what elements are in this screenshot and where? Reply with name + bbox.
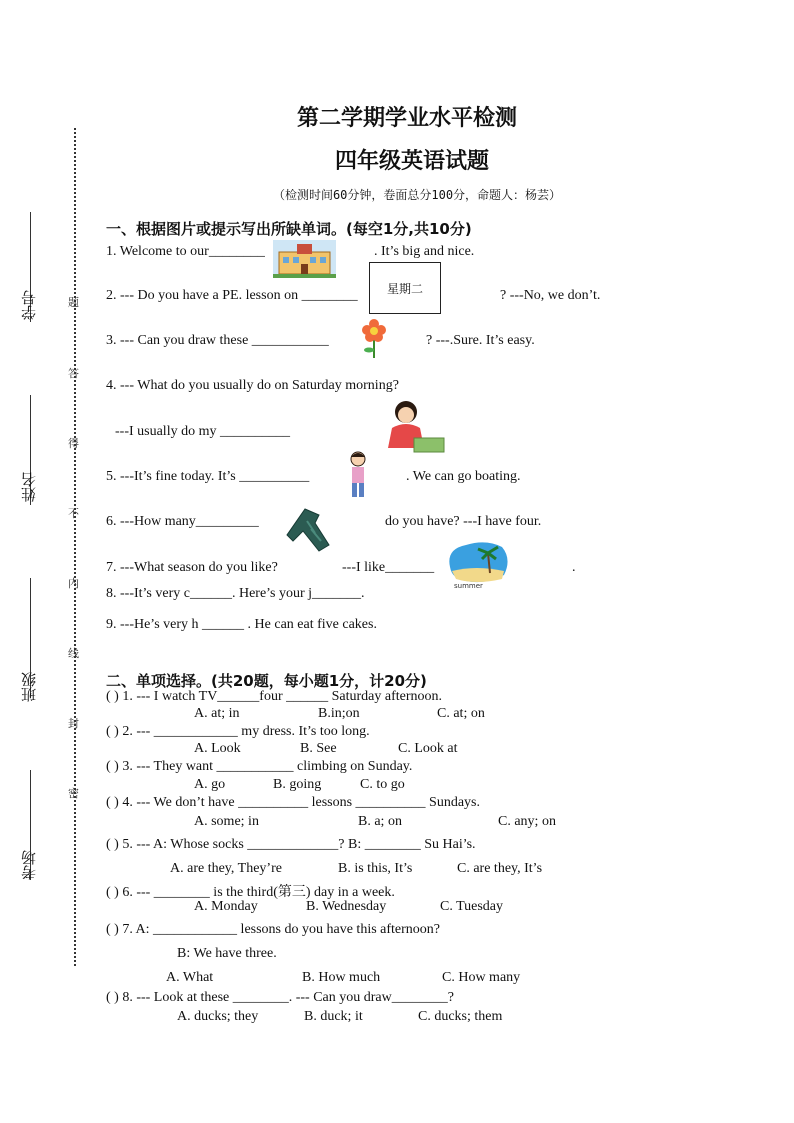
mc3-option-c[interactable]: C. to go xyxy=(360,777,405,792)
weekday-callout xyxy=(369,262,441,314)
q5-text: 5. ---It’s fine today. It’s __________ xyxy=(106,469,310,484)
mc5-option-c[interactable]: C. are they, It’s xyxy=(457,861,543,876)
mc5-option-a[interactable]: A. are they, They’re xyxy=(170,861,282,876)
seal-char: 密 xyxy=(68,787,79,800)
mc3-option-b[interactable]: B. going xyxy=(273,777,322,792)
q7-text: 7. ---What season do you like? xyxy=(106,560,278,575)
mc6-stem: ( ) 6. --- ________ is the third(第三) day in a week. xyxy=(106,885,395,900)
exam-room-label: 考场 xyxy=(20,850,38,880)
seal-char: 题 xyxy=(68,296,79,309)
mc7-option-c[interactable]: C. How many xyxy=(442,970,521,985)
mc5-stem: ( ) 5. --- A: Whose socks _____________? B: ________ Su Hai’s. xyxy=(106,837,476,852)
seal-char: 封 xyxy=(68,717,79,730)
mc1-option-b[interactable]: B.in;on xyxy=(318,706,360,721)
q7-tail: . xyxy=(572,560,576,575)
mc2-stem: ( ) 2. --- ____________ my dress. It’s too long. xyxy=(106,724,370,739)
seal-char: 内 xyxy=(68,577,79,590)
mc4-stem: ( ) 4. --- We don’t have __________ lessons __________ Sundays. xyxy=(106,795,480,810)
q4-answer-line: ---I usually do my __________ xyxy=(115,424,290,439)
seal-dotted-line xyxy=(74,128,76,966)
section1-heading: 一、根据图片或提示写出所缺单词。(每空1分,共10分) xyxy=(106,220,472,238)
summer-beach-image xyxy=(446,541,508,589)
seal-char: 得 xyxy=(68,437,79,450)
girl-housework-image xyxy=(378,398,446,456)
mc2-option-a[interactable]: A. Look xyxy=(194,741,241,756)
mc2-option-b[interactable]: B. See xyxy=(300,741,337,756)
mc2-option-c[interactable]: C. Look at xyxy=(398,741,458,756)
mc5-option-b[interactable]: B. is this, It’s xyxy=(338,861,413,876)
mc4-option-c[interactable]: C. any; on xyxy=(498,814,556,829)
q1-tail: . It’s big and nice. xyxy=(374,244,475,259)
exam-info: （检测时间60分钟，卷面总分100分，命题人：杨芸） xyxy=(272,188,562,202)
q3-text: 3. --- Can you draw these ___________ xyxy=(106,333,329,348)
q6-tail: do you have? ---I have four. xyxy=(385,514,542,529)
mc8-option-b[interactable]: B. duck; it xyxy=(304,1009,363,1024)
q9-text: 9. ---He’s very h ______ . He can eat five cakes. xyxy=(106,617,377,632)
q6-text: 6. ---How many_________ xyxy=(106,514,259,529)
mc3-option-a[interactable]: A. go xyxy=(194,777,226,792)
q4-text: 4. --- What do you usually do on Saturday morning? xyxy=(106,378,399,393)
exam-title: 第二学期学业水平检测 xyxy=(296,106,517,131)
sweater-image xyxy=(285,507,333,553)
q2-tail: ? ---No, we don’t. xyxy=(500,288,601,303)
mc7-line2: B: We have three. xyxy=(177,946,277,961)
mc7-option-b[interactable]: B. How much xyxy=(302,970,381,985)
mc3-stem: ( ) 3. --- They want ___________ climbing on Sunday. xyxy=(106,759,413,774)
q2-text: 2. --- Do you have a PE. lesson on ________ xyxy=(106,288,358,303)
seal-char: 不 xyxy=(68,507,79,520)
name-label: 姓名 xyxy=(20,472,38,502)
exam-subtitle: 四年级英语试题 xyxy=(334,149,489,174)
mc1-option-a[interactable]: A. at; in xyxy=(194,706,240,721)
mc7-option-a[interactable]: A. What xyxy=(166,970,214,985)
q8-text: 8. ---It’s very c______. Here’s your j_______. xyxy=(106,586,365,601)
mc8-stem: ( ) 8. --- Look at these ________. --- Can you draw________? xyxy=(106,990,454,1005)
mc8-option-c[interactable]: C. ducks; them xyxy=(418,1009,503,1024)
mc1-option-c[interactable]: C. at; on xyxy=(437,706,485,721)
summer-label: summer xyxy=(454,582,483,589)
mc6-option-b[interactable]: B. Wednesday xyxy=(306,899,387,914)
callout-text: 星期二 xyxy=(386,281,423,296)
mc4-option-b[interactable]: B. a; on xyxy=(358,814,402,829)
mc4-option-a[interactable]: A. some; in xyxy=(194,814,259,829)
class-label: 班级 xyxy=(20,672,38,702)
boy-sunny-image xyxy=(344,451,372,499)
q7-mid: ---I like_______ xyxy=(342,560,435,575)
mc7-stem: ( ) 7. A: ____________ lessons do you have this afternoon? xyxy=(106,922,441,937)
mc1-stem: ( ) 1. --- I watch TV______four ______ Saturday afternoon. xyxy=(106,689,443,704)
student-id-label: 学号 xyxy=(20,290,38,320)
section2-heading: 二、单项选择。(共20题，每小题1分，计20分) xyxy=(106,672,427,690)
mc6-option-c[interactable]: C. Tuesday xyxy=(440,899,504,914)
seal-char: 答 xyxy=(68,367,79,380)
seal-char: 线 xyxy=(68,647,79,660)
q3-tail: ? ---.Sure. It’s easy. xyxy=(426,333,535,348)
mc6-option-a[interactable]: A. Monday xyxy=(194,899,258,914)
q1-text: 1. Welcome to our________ xyxy=(106,244,265,259)
flower-image xyxy=(360,318,388,358)
school-image xyxy=(273,240,336,278)
q5-tail: . We can go boating. xyxy=(406,469,521,484)
mc8-option-a[interactable]: A. ducks; they xyxy=(177,1009,259,1024)
